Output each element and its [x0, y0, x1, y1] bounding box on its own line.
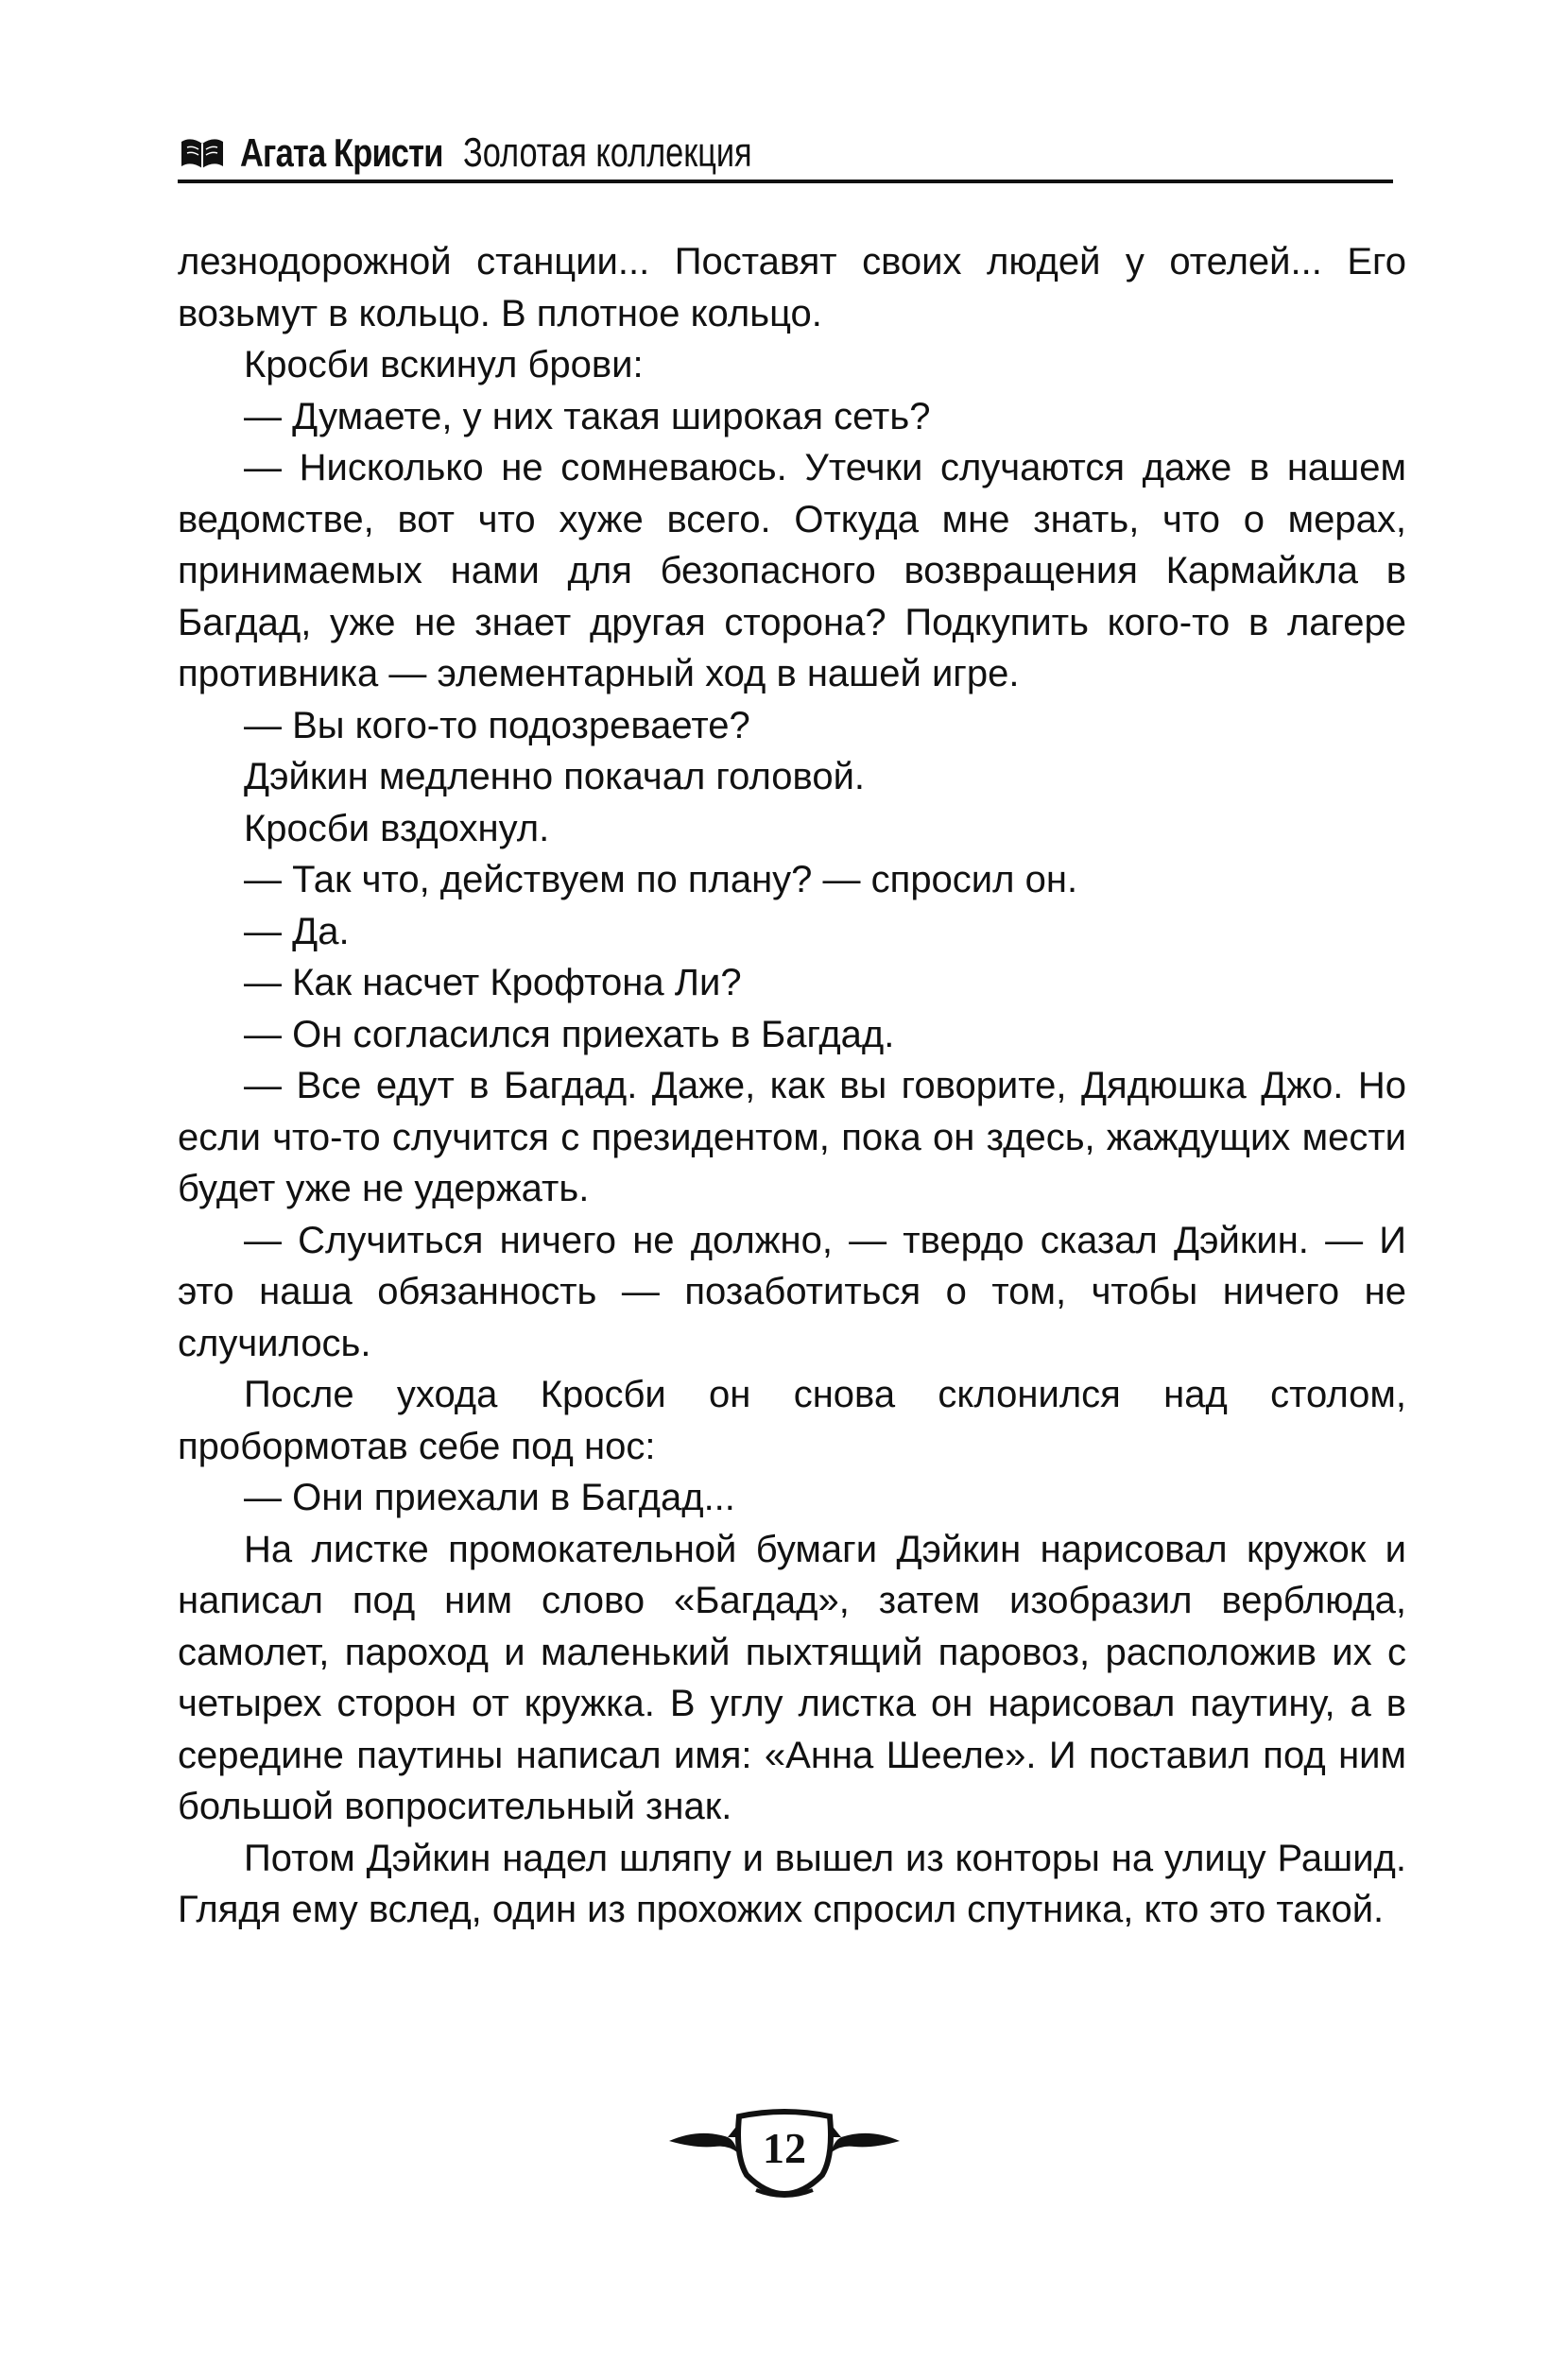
header-rule	[178, 180, 1393, 183]
paragraph: — Случиться ничего не должно, — твердо сказал Дэйкин. — И это наша обязанность — позаботиться о том, чтобы ничего не случилось.	[178, 1219, 1406, 1364]
page-folio	[662, 2099, 907, 2203]
paragraph: Кросби вскинул брови:	[244, 344, 644, 385]
header-author: Агата Кристи	[240, 130, 443, 175]
book-logo-icon	[178, 134, 227, 172]
paragraph: — Нисколько не сомневаюсь. Утечки случаются даже в нашем ведомстве, вот что хуже всего. Откуда мне знать, что о мерах, принимаемых нами для безопасного возвращения Кармайкла в Багдад, уже не знает другая сторона? Подкупить кого-то в лагере противника — элементарный ход в нашей игре.	[178, 447, 1406, 694]
page-number: 12	[763, 2124, 806, 2172]
body-text	[178, 236, 1406, 1936]
paragraph: На листке промокательной бумаги Дэйкин нарисовал кружок и написал под ним слово «Багдад», затем изобразил верблюда, самолет, пароход и маленький пыхтящий паровоз, расположив их с четырех сторон от кружка. В углу листка он нарисовал паутину, а в середине паутины написал имя: «Анна Шееле». И поставил под ним большой вопросительный знак.	[178, 1528, 1406, 1827]
paragraph: — Да.	[244, 910, 350, 952]
paragraph: — Все едут в Багдад. Даже, как вы говорите, Дядюшка Джо. Но если что-то случится с президентом, пока он здесь, жаждущих мести будет уже не удержать.	[178, 1065, 1406, 1209]
paragraph: Кросби вздохнул.	[244, 807, 550, 849]
header-series: Золотая коллекция	[462, 129, 752, 176]
paragraph: — Он согласился приехать в Багдад.	[244, 1013, 895, 1055]
paragraph: Потом Дэйкин надел шляпу и вышел из конторы на улицу Рашид. Глядя ему вслед, один из прохожих спросил спутника, кто это такой.	[178, 1837, 1406, 1930]
paragraph: — Они приехали в Багдад...	[244, 1477, 735, 1518]
paragraph: — Так что, действуем по плану? — спросил он.	[244, 859, 1078, 900]
paragraph: — Думаете, у них такая широкая сеть?	[244, 395, 931, 437]
paragraph: После ухода Кросби он снова склонился над столом, пробормотав себе под нос:	[178, 1374, 1406, 1467]
running-header	[178, 121, 1393, 178]
paragraph: — Как насчет Крофтона Ли?	[244, 962, 742, 1003]
paragraph: Дэйкин медленно покачал головой.	[244, 756, 866, 797]
paragraph: лезнодорожной станции... Поставят своих людей у отелей... Его возьмут в кольцо. В плотное кольцо.	[178, 241, 1406, 334]
paragraph: — Вы кого-то подозреваете?	[244, 704, 750, 746]
